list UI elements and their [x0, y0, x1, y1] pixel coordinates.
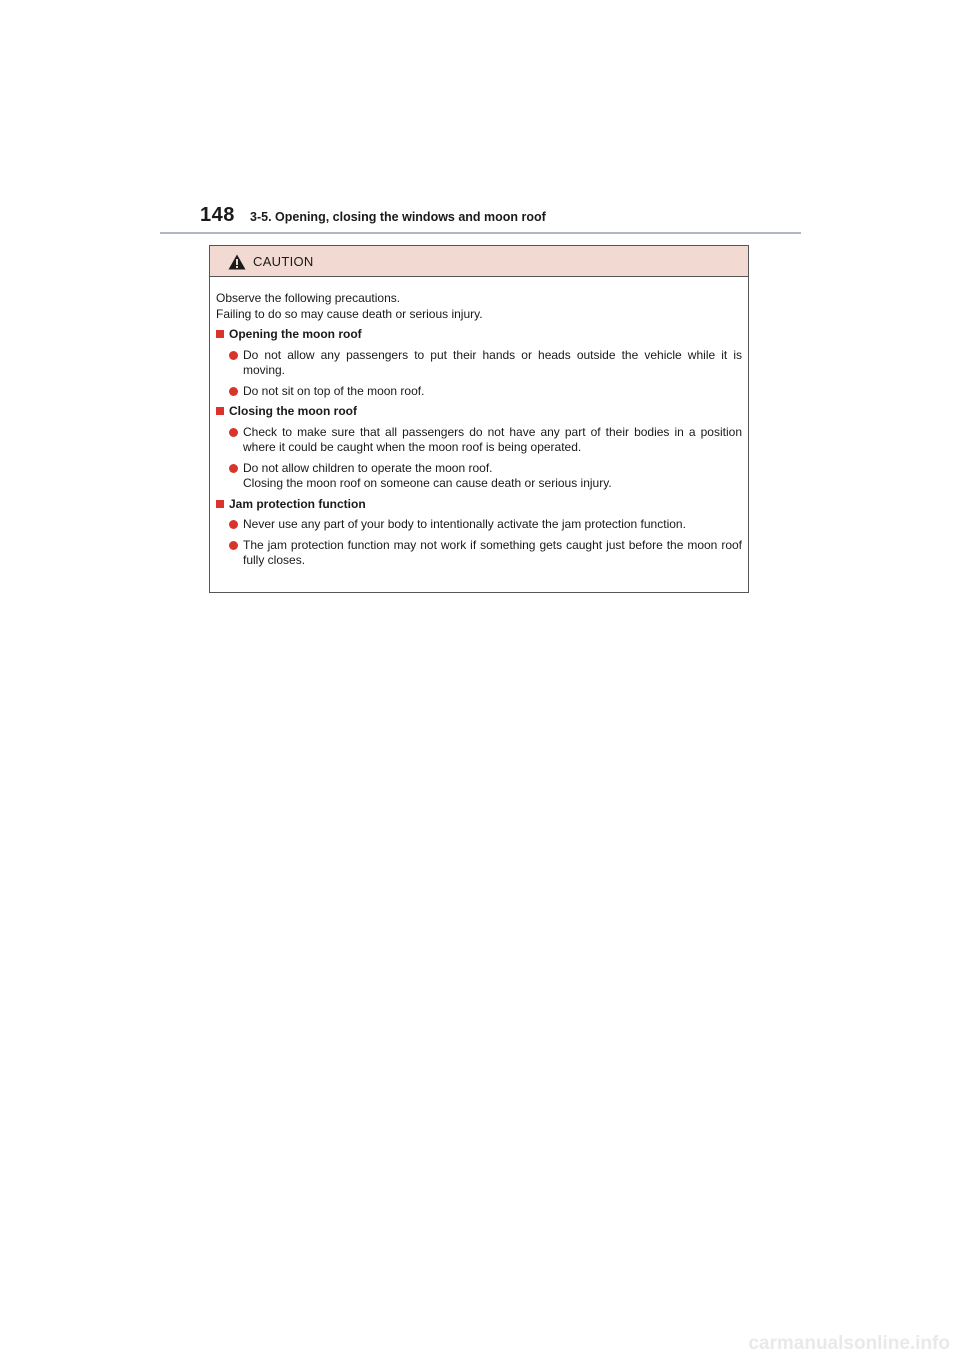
square-bullet-icon	[216, 330, 224, 338]
caution-item-text: The jam protection function may not work if something gets caught just before the moon roof fully closes.	[243, 537, 742, 567]
caution-item-text: Check to make sure that all passengers do not have any part of their bodies in a position where it could be caught when the moon roof is being operated.	[243, 424, 742, 454]
header-divider	[160, 232, 801, 234]
caution-header	[210, 246, 748, 277]
circle-bullet-icon	[229, 351, 238, 360]
caution-box	[209, 245, 749, 593]
intro-line: Observe the following precautions.	[216, 291, 401, 305]
page-header	[160, 200, 801, 236]
circle-bullet-icon	[229, 428, 238, 437]
caution-list-item	[216, 348, 742, 379]
page-number: 148	[200, 204, 235, 226]
caution-item-text: Closing the moon roof on someone can cause death or serious injury.	[243, 476, 612, 490]
intro-line: Failing to do so may cause death or serious injury.	[216, 306, 483, 321]
caution-list-item	[216, 517, 742, 533]
caution-topic-text: Closing the moon roof	[229, 404, 357, 418]
square-bullet-icon	[216, 407, 224, 415]
section-title: 3-5. Opening, closing the windows and moon roof	[250, 210, 546, 224]
circle-bullet-icon	[229, 520, 238, 529]
caution-topic-heading	[216, 497, 742, 513]
square-bullet-icon	[216, 500, 224, 508]
caution-intro	[216, 291, 742, 322]
caution-topic-text: Opening the moon roof	[229, 327, 362, 341]
caution-item-text: Do not sit on top of the moon roof.	[243, 383, 425, 398]
caution-list-item	[216, 538, 742, 569]
watermark-text: carmanualsonline.info	[748, 1333, 950, 1354]
caution-item-text: Never use any part of your body to intentionally activate the jam protection function.	[243, 517, 686, 531]
warning-triangle-icon	[228, 254, 246, 270]
caution-topic-heading	[216, 404, 742, 420]
caution-item-text: Do not allow any passengers to put their hands or heads outside the vehicle while it is moving.	[243, 347, 742, 377]
circle-bullet-icon	[229, 464, 238, 473]
caution-topic-heading	[216, 327, 742, 343]
caution-list-item	[216, 461, 742, 492]
caution-item-text: Do not allow children to operate the moon roof.	[243, 460, 493, 475]
caution-title: CAUTION	[253, 254, 314, 269]
caution-list-item	[216, 384, 742, 400]
circle-bullet-icon	[229, 387, 238, 396]
circle-bullet-icon	[229, 541, 238, 550]
caution-body	[210, 277, 748, 569]
watermark-logo	[610, 1332, 950, 1354]
caution-list-item	[216, 425, 742, 456]
caution-topic-text: Jam protection function	[229, 496, 366, 511]
